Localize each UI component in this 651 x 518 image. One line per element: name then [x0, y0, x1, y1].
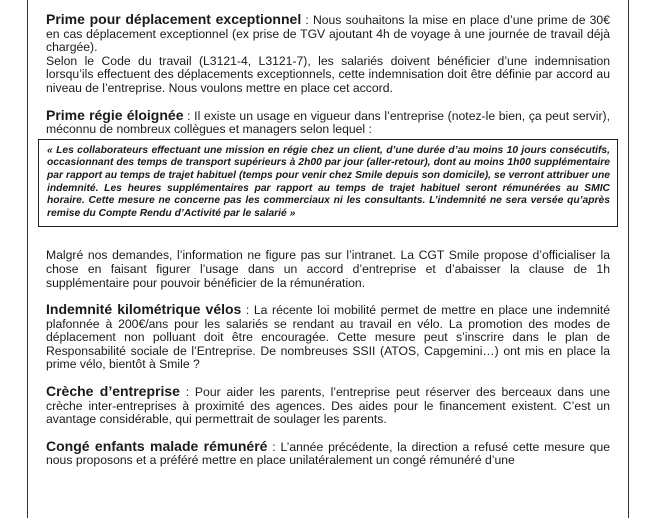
section-indemnite-velos	[46, 303, 610, 372]
section-heading: Prime pour déplacement exceptionnel	[46, 11, 302, 27]
section-intro: : La récente loi mobilité permet de mettre en place une indemnité plafonnée à 200€/ans pour les salariés se rendant au travail en vélo. La promotion des modes de déplacement non polluant doit être encouragée. Cette mesure peut s’inscrire dans le plan de Responsabilité sociale de l’Entreprise. De nombreuses SSII (ATOS, Capgemini…) ont mis en place la prime vélo, bientôt à Smile ?	[46, 303, 611, 372]
quote-box: « Les collaborateurs effectuant une mission en régie chez un client, d’une durée d’au moins 10 jours consécutifs, occasionnant des temps de transport supérieurs à 2h00 par jour (aller-retour), dont au moins 1h00 supplémentaire par rapport au temps de trajet habituel (temps pour venir chez Smile depuis son domicile), se verront attribuer une indemnité. Les heures supplémentaires par rapport au temps de trajet habituel seront rémunérées au SMIC horaire. Cette mesure ne concerne pas les commerciaux ni les consultants. L’indemnité ne sera versée qu’après remise du Compte Rendu d’Activité par le salarié »	[38, 139, 618, 228]
section-heading: Crèche d’entreprise	[46, 383, 180, 400]
spacer	[46, 227, 610, 249]
section-intro: : Il existe un usage en vigueur dans l’entreprise (notez-le bien, ça peut servir), méconnu de nombreux collègues et managers selon lequel :	[46, 108, 610, 137]
paragraph	[46, 106, 610, 137]
section-conge-enfants	[46, 437, 610, 468]
section-heading: Prime régie éloignée	[46, 106, 184, 123]
paragraph	[46, 303, 610, 372]
section-regie-eloignee	[46, 106, 610, 291]
section-heading: Indemnité kilométrique vélos	[46, 301, 242, 318]
section-deplacement-exceptionnel	[46, 13, 610, 96]
section-creche	[46, 385, 610, 427]
paragraph	[46, 13, 610, 55]
section-intro: : L’année précédente, la direction a refusé cette mesure que nous proposons et a préféré mettre en place unilatéralement un congé rémunéré d’une	[46, 439, 610, 468]
section-intro: : Nous souhaitons la mise en place d’une prime de 30€ en cas déplacement exceptionnel (ex prise de TGV ajoutant 4h de voyage à une journée de travail déjà chargée).	[46, 13, 610, 55]
section-intro: : Pour aider les parents, l’entreprise peut réserver des berceaux dans une crèche inter-entreprises à proximité des agences. Des aides pour le financement existent. C’est un avantage considérable, qui permettrait de soulager les parents.	[46, 385, 610, 427]
paragraph-body: Selon le Code du travail (L3121-4, L3121-7), les salariés doivent bénéficier d’une indemnisation lorsqu’ils effectuent des déplacements exceptionnels, cette indemnisation doit être définie par accord au niveau de l’entreprise. Nous voulons mettre en place cet accord.	[46, 53, 610, 95]
section-heading: Congé enfants malade rémunéré	[46, 437, 268, 454]
document-body	[46, 13, 610, 481]
paragraph-body: Malgré nos demandes, l’information ne figure pas sur l’intranet. La CGT Smile propose d’officialiser la chose en faisant figurer l’usage dans un accord d’entreprise et d’abaisser la clause de 1h supplémentaire pour pouvoir bénéficier de la rémunération.	[46, 248, 610, 290]
paragraph	[46, 437, 610, 468]
paragraph	[46, 385, 610, 427]
